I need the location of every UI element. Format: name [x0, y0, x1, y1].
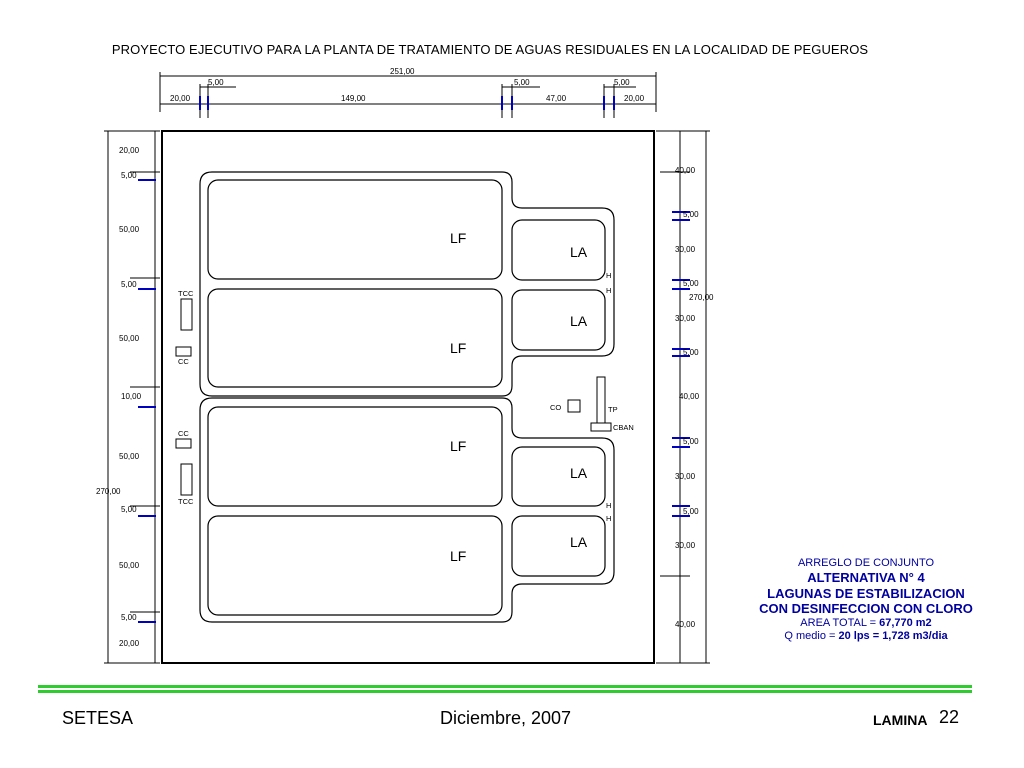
right-dim-9: 30,00	[675, 472, 696, 481]
cc-structure-2	[176, 439, 191, 448]
tcc-label-2: TCC	[178, 497, 194, 506]
caption-line-3: LAGUNAS DE ESTABILIZACION	[767, 585, 965, 601]
left-dim-3: 50,00	[119, 225, 140, 234]
h-marker-3: H	[606, 501, 612, 510]
top-small-dim-1: 5,00	[208, 78, 224, 87]
lagoon-la-4	[512, 516, 605, 576]
lagoon-lf-3	[208, 407, 502, 506]
lf-label-3: LF	[450, 438, 467, 454]
left-dim-1: 20,00	[119, 146, 140, 155]
left-dim-11: 20,00	[119, 639, 140, 648]
left-dim-4: 5,00	[121, 280, 137, 289]
la-label-1: LA	[570, 244, 588, 260]
left-dim-5: 50,00	[119, 334, 140, 343]
right-dim-7: 40,00	[679, 392, 700, 401]
left-dimension-ticks	[138, 180, 156, 622]
flow-label: Q medio =	[784, 630, 839, 643]
flow-value: 20 lps = 1,728 m3/dia	[838, 630, 948, 643]
left-dim-8: 5,00	[121, 505, 137, 514]
h-marker-2: H	[606, 286, 612, 295]
lamina-label: LAMINA	[873, 712, 928, 728]
site-boundary	[162, 131, 654, 663]
right-dim-3: 30,00	[675, 245, 696, 254]
area-label: AREA TOTAL =	[800, 616, 880, 629]
right-dim-6: 5,00	[683, 348, 699, 357]
la-label-3: LA	[570, 465, 588, 481]
top-seg-dim-1: 20,00	[170, 94, 191, 103]
caption-area	[728, 617, 1004, 630]
h-marker-4: H	[606, 514, 612, 523]
left-dim-6: 10,00	[121, 392, 142, 401]
top-total-dim: 251,00	[390, 67, 415, 76]
lagoon-la-3	[512, 447, 605, 506]
footer-divider-bottom	[38, 690, 972, 693]
footer-date: Diciembre, 2007	[440, 708, 572, 728]
right-dim-11: 30,00	[675, 541, 696, 550]
lf-label-1: LF	[450, 230, 467, 246]
left-dim-9: 50,00	[119, 561, 140, 570]
right-dimension-ticks	[672, 212, 690, 516]
tcc-structure-1	[181, 299, 192, 330]
caption-flow	[728, 630, 1004, 643]
lagoon-lf-4	[208, 516, 502, 615]
cc-label-1: CC	[178, 357, 189, 366]
top-small-dim-2: 5,00	[514, 78, 530, 87]
caption-line-2: ALTERNATIVA N° 4	[807, 570, 925, 586]
cc-structure-1	[176, 347, 191, 356]
upper-lagoon-outline	[200, 172, 614, 396]
right-total-dim: 270,00	[689, 293, 714, 302]
la-label-2: LA	[570, 313, 588, 329]
left-dim-7: 50,00	[119, 452, 140, 461]
right-dim-4: 5,00	[683, 279, 699, 288]
tp-label: TP	[608, 405, 618, 414]
left-dim-2: 5,00	[121, 171, 137, 180]
lagoon-lf-2	[208, 289, 502, 387]
top-dimension-lines	[160, 72, 656, 118]
right-dim-5: 30,00	[675, 314, 696, 323]
lf-label-4: LF	[450, 548, 467, 564]
right-dim-2: 5,00	[683, 210, 699, 219]
right-dim-8: 5,00	[683, 437, 699, 446]
cban-label: CBAN	[613, 423, 634, 432]
la-label-4: LA	[570, 534, 588, 550]
drawing-caption	[728, 557, 1004, 643]
lamina-number: 22	[939, 707, 960, 727]
cban-structure	[591, 423, 611, 431]
tcc-structure-2	[181, 464, 192, 495]
left-total-dim: 270,00	[96, 487, 121, 496]
lagoon-la-1	[512, 220, 605, 280]
top-small-dim-3: 5,00	[614, 78, 630, 87]
lower-lagoon-outline	[200, 398, 614, 622]
footer-company: SETESA	[62, 708, 134, 728]
tp-structure	[597, 377, 605, 423]
co-structure	[568, 400, 580, 412]
lagoon-la-2	[512, 290, 605, 350]
left-dim-10: 5,00	[121, 613, 137, 622]
co-label: CO	[550, 403, 562, 412]
lf-label-2: LF	[450, 340, 467, 356]
top-seg-dim-2: 149,00	[341, 94, 366, 103]
top-seg-dim-4: 20,00	[624, 94, 645, 103]
caption-line-1: ARREGLO DE CONJUNTO	[797, 557, 935, 569]
page-title: PROYECTO EJECUTIVO PARA LA PLANTA DE TRATAMIENTO DE AGUAS RESIDUALES EN LA LOCALIDAD DE PEGUEROS	[111, 42, 869, 57]
caption-line-4: CON DESINFECCION CON CLORO	[759, 601, 973, 617]
footer-divider-top	[38, 685, 972, 688]
top-seg-dim-3: 47,00	[546, 94, 567, 103]
tcc-label-1: TCC	[178, 289, 194, 298]
right-dim-1: 40,00	[675, 166, 696, 175]
right-dim-12: 40,00	[675, 620, 696, 629]
right-dim-10: 5,00	[683, 507, 699, 516]
h-marker-1: H	[606, 271, 612, 280]
area-value: 67,770 m2	[879, 616, 932, 629]
cc-label-2: CC	[178, 429, 189, 438]
